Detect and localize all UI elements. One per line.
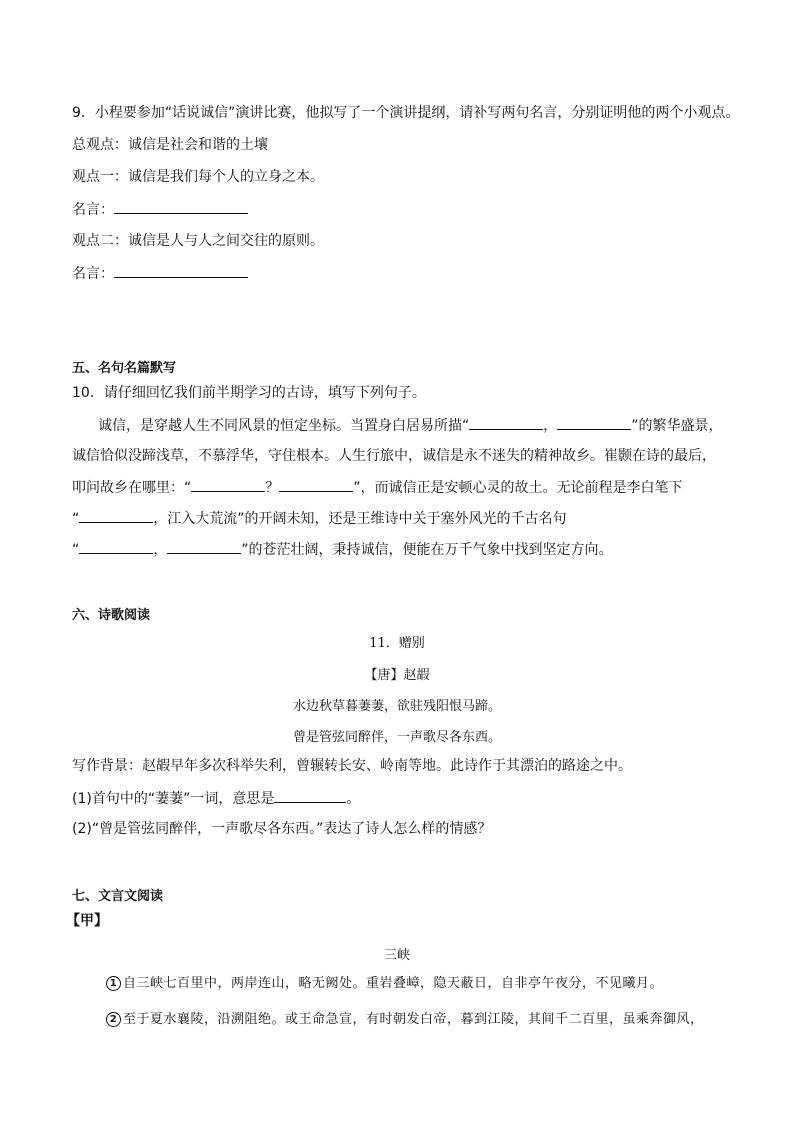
q11-sub1: (1)首句中的“萋萋”一词，意思是 。 (72, 788, 360, 809)
q10-paragraph-line: 叩问故乡在哪里：“ ？ ”，而诚信正是安顿心灵的故土。无论前程是李白笔下 (72, 477, 683, 498)
q11-sub2: (2)“曾是管弦同醉伴，一声歌尽各东西。”表达了诗人怎么样的情感？ (72, 821, 492, 837)
q9-prompt: 9．小程要参加“话说诚信”演讲比赛，他拟写了一个演讲提纲，请补写两句名言，分别证明他的两个小观点。 (72, 105, 740, 121)
answer-blank[interactable] (191, 477, 265, 492)
section-heading: 五、名句名篇默写 (72, 361, 177, 376)
q9-point-two: 观点二：诚信是人与人之间交往的原则。 (72, 233, 324, 249)
answer-blank[interactable] (114, 199, 248, 214)
q9-point-one: 观点一：诚信是我们每个人的立身之本。 (72, 169, 324, 185)
q10-paragraph-line: “ ，江入大荒流”的开阔未知，还是王维诗中关于塞外风光的千古名句 (72, 508, 567, 529)
passage-paragraph: 2 至于夏水襄陵，沿溯阻绝。或王命急宣，有时朝发白帝，暮到江陵，其间千二百里，虽乘奔御风， (106, 1010, 704, 1030)
section-heading: 七、文言文阅读 (72, 889, 164, 904)
section-heading: 六、诗歌阅读 (72, 608, 151, 623)
paragraph-number: 1 (106, 976, 121, 991)
quote-label: 名言： (72, 202, 114, 218)
poem-title: 11．赠别 (369, 636, 425, 651)
poem-author: 【唐】赵嘏 (364, 668, 430, 683)
answer-blank[interactable] (469, 415, 543, 430)
answer-blank[interactable] (79, 508, 153, 523)
paragraph-number: 2 (106, 1012, 121, 1027)
answer-blank[interactable] (167, 539, 241, 554)
answer-blank[interactable] (114, 263, 248, 278)
answer-blank[interactable] (557, 415, 631, 430)
q10-paragraph-line: 诚信恰似没蹄浅草，不慕浮华，守住根本。人生行旅中，诚信是永不迷失的精神故乡。崔颢在诗的最后， (72, 448, 716, 464)
quote-label: 名言： (72, 266, 114, 282)
passage-label: 【甲】 (66, 913, 108, 929)
q10-paragraph-line: “ ， ”的苍茫壮阔，秉持诚信，便能在万千气象中找到坚定方向。 (72, 539, 613, 560)
answer-blank[interactable] (279, 477, 353, 492)
answer-blank[interactable] (79, 539, 153, 554)
answer-blank[interactable] (274, 788, 346, 803)
q10-prompt: 10．请仔细回忆我们前半期学习的古诗，填写下列句子。 (72, 385, 426, 401)
poem-background: 写作背景：赵嘏早年多次科举失利，曾辗转长安、岭南等地。此诗作于其漂泊的路途之中。 (72, 758, 632, 774)
q10-paragraph-line: 诚信，是穿越人生不同风景的恒定坐标。当置身白居易所描“ ， ”的繁华盛景， (98, 415, 723, 436)
q9-quote-2-row (72, 263, 248, 284)
passage-paragraph: 1 自三峡七百里中，两岸连山，略无阙处。重岩叠嶂，隐天蔽日，自非亭午夜分，不见曦月。 (106, 974, 663, 994)
poem-line: 水边秋草暮萋萋，欲驻残阳恨马蹄。 (292, 699, 501, 714)
q9-overall-point: 总观点：诚信是社会和谐的土壤 (72, 137, 268, 153)
passage-title: 三峡 (383, 948, 410, 963)
poem-line: 曾是管弦同醉伴，一声歌尽各东西。 (292, 730, 501, 745)
q9-quote-1-row (72, 199, 248, 220)
